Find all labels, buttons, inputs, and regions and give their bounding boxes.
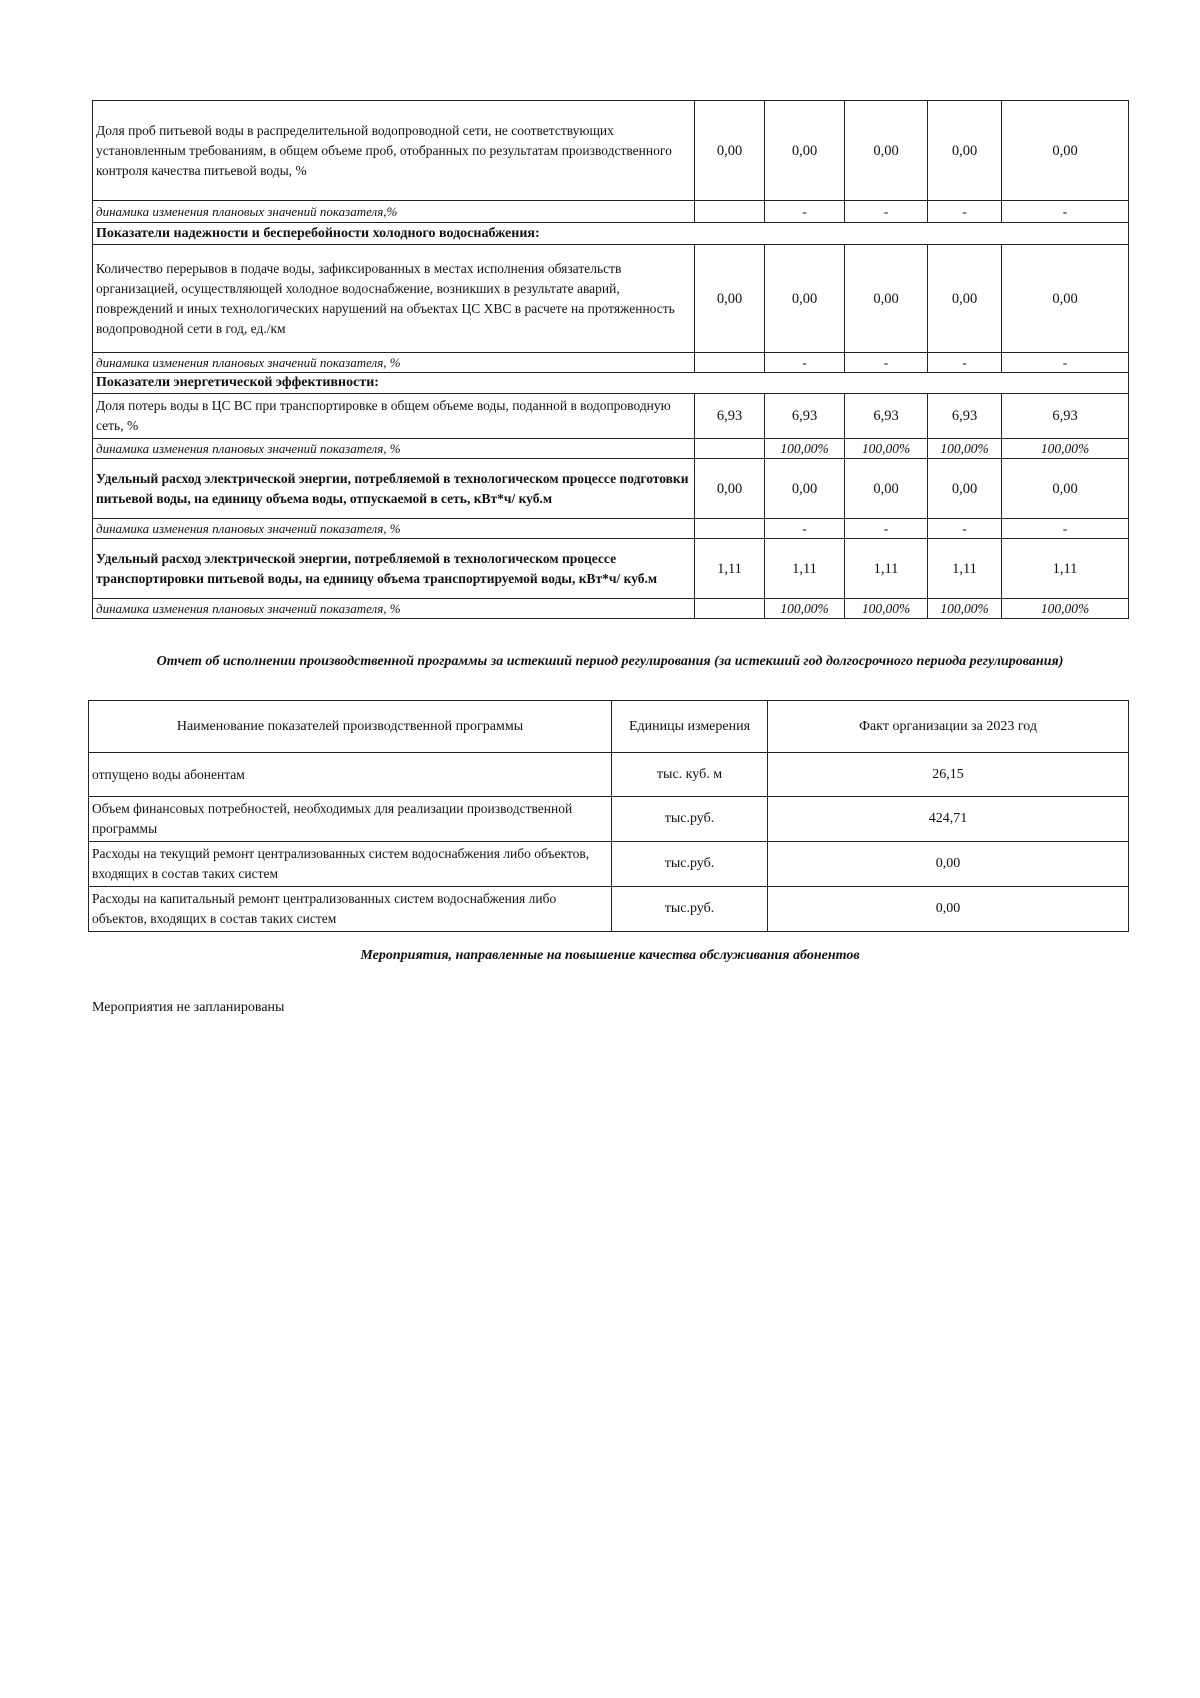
report-unit: тыс. куб. м bbox=[612, 753, 768, 797]
dynamics-value: 100,00% bbox=[928, 599, 1002, 619]
indicator-value: 0,00 bbox=[695, 101, 765, 201]
report-table bbox=[88, 700, 1129, 932]
report-value: 0,00 bbox=[768, 887, 1129, 932]
indicator-label: Доля потерь воды в ЦС ВС при транспортировке в общем объеме воды, поданной в водопроводную сеть, % bbox=[93, 394, 695, 439]
dynamics-value: - bbox=[765, 201, 845, 223]
report-row bbox=[89, 887, 1129, 932]
indicator-value: 6,93 bbox=[928, 394, 1002, 439]
indicator-value: 6,93 bbox=[765, 394, 845, 439]
report-caption: Отчет об исполнении производственной программы за истекший период регулирования (за истекший год долгосрочного периода регулирования) bbox=[156, 654, 1064, 669]
indicator-value: 0,00 bbox=[928, 459, 1002, 519]
header-indicator-name: Наименование показателей производственной программы bbox=[89, 701, 612, 753]
section-title: Показатели надежности и бесперебойности холодного водоснабжения: bbox=[93, 223, 1129, 245]
dynamics-value: - bbox=[765, 519, 845, 539]
dynamics-label: динамика изменения плановых значений показателя, % bbox=[93, 353, 695, 373]
dynamics-value bbox=[695, 439, 765, 459]
dynamics-label: динамика изменения плановых значений показателя, % bbox=[93, 599, 695, 619]
indicator-value: 0,00 bbox=[845, 101, 928, 201]
indicator-label: Удельный расход электрической энергии, потребляемой в технологическом процессе транспортировки питьевой воды, на единицу объема транспортируемой воды, кВт*ч/ куб.м bbox=[93, 539, 695, 599]
dynamics-label: динамика изменения плановых значений показателя, % bbox=[93, 519, 695, 539]
report-unit: тыс.руб. bbox=[612, 797, 768, 842]
indicator-value: 0,00 bbox=[765, 101, 845, 201]
indicator-label: Удельный расход электрической энергии, потребляемой в технологическом процессе подготовки питьевой воды, на единицу объема воды, отпускаемой в сеть, кВт*ч/ куб.м bbox=[93, 459, 695, 519]
report-table-header bbox=[89, 701, 1129, 753]
report-indicator-name: Расходы на капитальный ремонт централизованных систем водоснабжения либо объектов, входящих в состав таких систем bbox=[89, 887, 612, 932]
dynamics-value: 100,00% bbox=[1002, 439, 1129, 459]
report-value: 26,15 bbox=[768, 753, 1129, 797]
dynamics-value: - bbox=[845, 201, 928, 223]
indicator-value: 6,93 bbox=[695, 394, 765, 439]
dynamics-value: - bbox=[765, 353, 845, 373]
dynamics-value: 100,00% bbox=[928, 439, 1002, 459]
report-unit: тыс.руб. bbox=[612, 842, 768, 887]
indicator-value: 0,00 bbox=[695, 459, 765, 519]
dynamics-value: 100,00% bbox=[845, 439, 928, 459]
indicator-value: 1,11 bbox=[695, 539, 765, 599]
indicator-value: 1,11 bbox=[1002, 539, 1129, 599]
indicator-value: 0,00 bbox=[765, 459, 845, 519]
dynamics-value: 100,00% bbox=[845, 599, 928, 619]
dynamics-label: динамика изменения плановых значений показателя, % bbox=[93, 439, 695, 459]
section-title: Показатели энергетической эффективности: bbox=[93, 373, 1129, 394]
report-value: 424,71 bbox=[768, 797, 1129, 842]
measures-note: Мероприятия не запланированы bbox=[92, 1000, 285, 1015]
dynamics-value bbox=[695, 599, 765, 619]
report-indicator-name: Расходы на текущий ремонт централизованных систем водоснабжения либо объектов, входящих в состав таких систем bbox=[89, 842, 612, 887]
report-row bbox=[89, 753, 1129, 797]
dynamics-value: 100,00% bbox=[765, 599, 845, 619]
indicator-value: 0,00 bbox=[1002, 101, 1129, 201]
dynamics-label: динамика изменения плановых значений показателя,% bbox=[93, 201, 695, 223]
header-fact-2023: Факт организации за 2023 год bbox=[768, 701, 1129, 753]
dynamics-value: - bbox=[1002, 201, 1129, 223]
report-indicator-name: отпущено воды абонентам bbox=[89, 753, 612, 797]
indicator-value: 0,00 bbox=[695, 245, 765, 353]
report-row bbox=[89, 842, 1129, 887]
indicator-row bbox=[93, 394, 1129, 439]
dynamics-value: - bbox=[1002, 519, 1129, 539]
dynamics-value: - bbox=[845, 519, 928, 539]
dynamics-row bbox=[93, 599, 1129, 619]
dynamics-row bbox=[93, 519, 1129, 539]
indicator-value: 1,11 bbox=[928, 539, 1002, 599]
indicator-row bbox=[93, 245, 1129, 353]
header-unit: Единицы измерения bbox=[612, 701, 768, 753]
indicator-label: Доля проб питьевой воды в распределительной водопроводной сети, не соответствующих установленным требованиям, в общем объеме проб, отобранных по результатам производственного контроля качества питьевой воды, % bbox=[93, 101, 695, 201]
dynamics-value bbox=[695, 519, 765, 539]
indicators-table bbox=[92, 100, 1129, 619]
dynamics-row bbox=[93, 439, 1129, 459]
dynamics-value: 100,00% bbox=[1002, 599, 1129, 619]
dynamics-value: 100,00% bbox=[765, 439, 845, 459]
dynamics-value: - bbox=[928, 519, 1002, 539]
indicator-value: 0,00 bbox=[765, 245, 845, 353]
dynamics-value: - bbox=[928, 353, 1002, 373]
indicator-value: 0,00 bbox=[928, 245, 1002, 353]
dynamics-value bbox=[695, 353, 765, 373]
indicator-row bbox=[93, 539, 1129, 599]
indicator-value: 0,00 bbox=[1002, 245, 1129, 353]
dynamics-value: - bbox=[845, 353, 928, 373]
indicator-value: 0,00 bbox=[845, 245, 928, 353]
dynamics-value: - bbox=[1002, 353, 1129, 373]
section-row bbox=[93, 373, 1129, 394]
indicator-value: 0,00 bbox=[845, 459, 928, 519]
indicator-value: 0,00 bbox=[1002, 459, 1129, 519]
measures-caption: Мероприятия, направленные на повышение качества обслуживания абонентов bbox=[360, 948, 860, 963]
dynamics-row bbox=[93, 353, 1129, 373]
dynamics-value: - bbox=[928, 201, 1002, 223]
indicator-value: 1,11 bbox=[845, 539, 928, 599]
indicator-value: 6,93 bbox=[845, 394, 928, 439]
indicator-value: 1,11 bbox=[765, 539, 845, 599]
indicator-value: 0,00 bbox=[928, 101, 1002, 201]
report-row bbox=[89, 797, 1129, 842]
report-indicator-name: Объем финансовых потребностей, необходимых для реализации производственной программы bbox=[89, 797, 612, 842]
indicator-row bbox=[93, 101, 1129, 201]
indicator-label: Количество перерывов в подаче воды, зафиксированных в местах исполнения обязательств организацией, осуществляющей холодное водоснабжение, возникших в результате аварий, повреждений и иных технологических нарушений на объектах ЦС ХВС в расчете на протяженность водопроводной сети в год, ед./км bbox=[93, 245, 695, 353]
report-unit: тыс.руб. bbox=[612, 887, 768, 932]
indicator-row bbox=[93, 459, 1129, 519]
section-row bbox=[93, 223, 1129, 245]
indicator-value: 6,93 bbox=[1002, 394, 1129, 439]
dynamics-value bbox=[695, 201, 765, 223]
dynamics-row bbox=[93, 201, 1129, 223]
report-value: 0,00 bbox=[768, 842, 1129, 887]
